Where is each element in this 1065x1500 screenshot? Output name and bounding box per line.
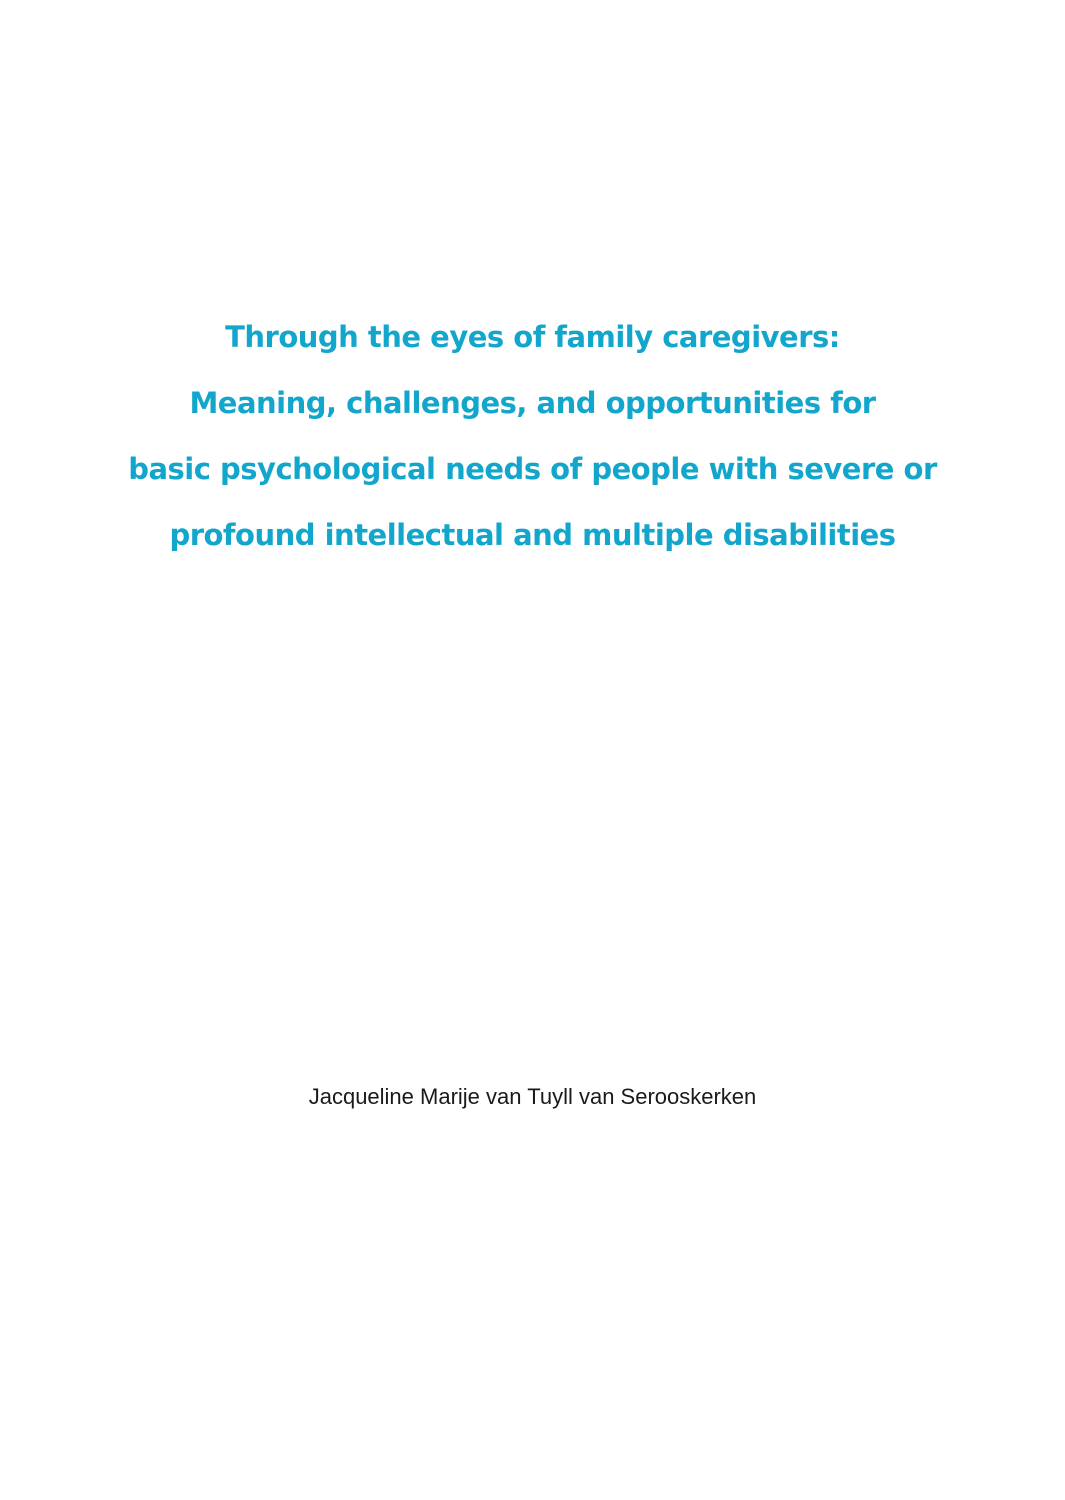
title-line-2: Meaning, challenges, and opportunities for [189, 386, 876, 420]
title-line-3: basic psychological needs of people with severe or [128, 452, 937, 486]
author-name: Jacqueline Marije van Tuyll van Serooskerken [308, 1084, 757, 1109]
title-line-4: profound intellectual and multiple disabilities [169, 518, 896, 552]
title-line-1: Through the eyes of family caregivers: [225, 320, 840, 354]
document-title [0, 304, 1065, 568]
